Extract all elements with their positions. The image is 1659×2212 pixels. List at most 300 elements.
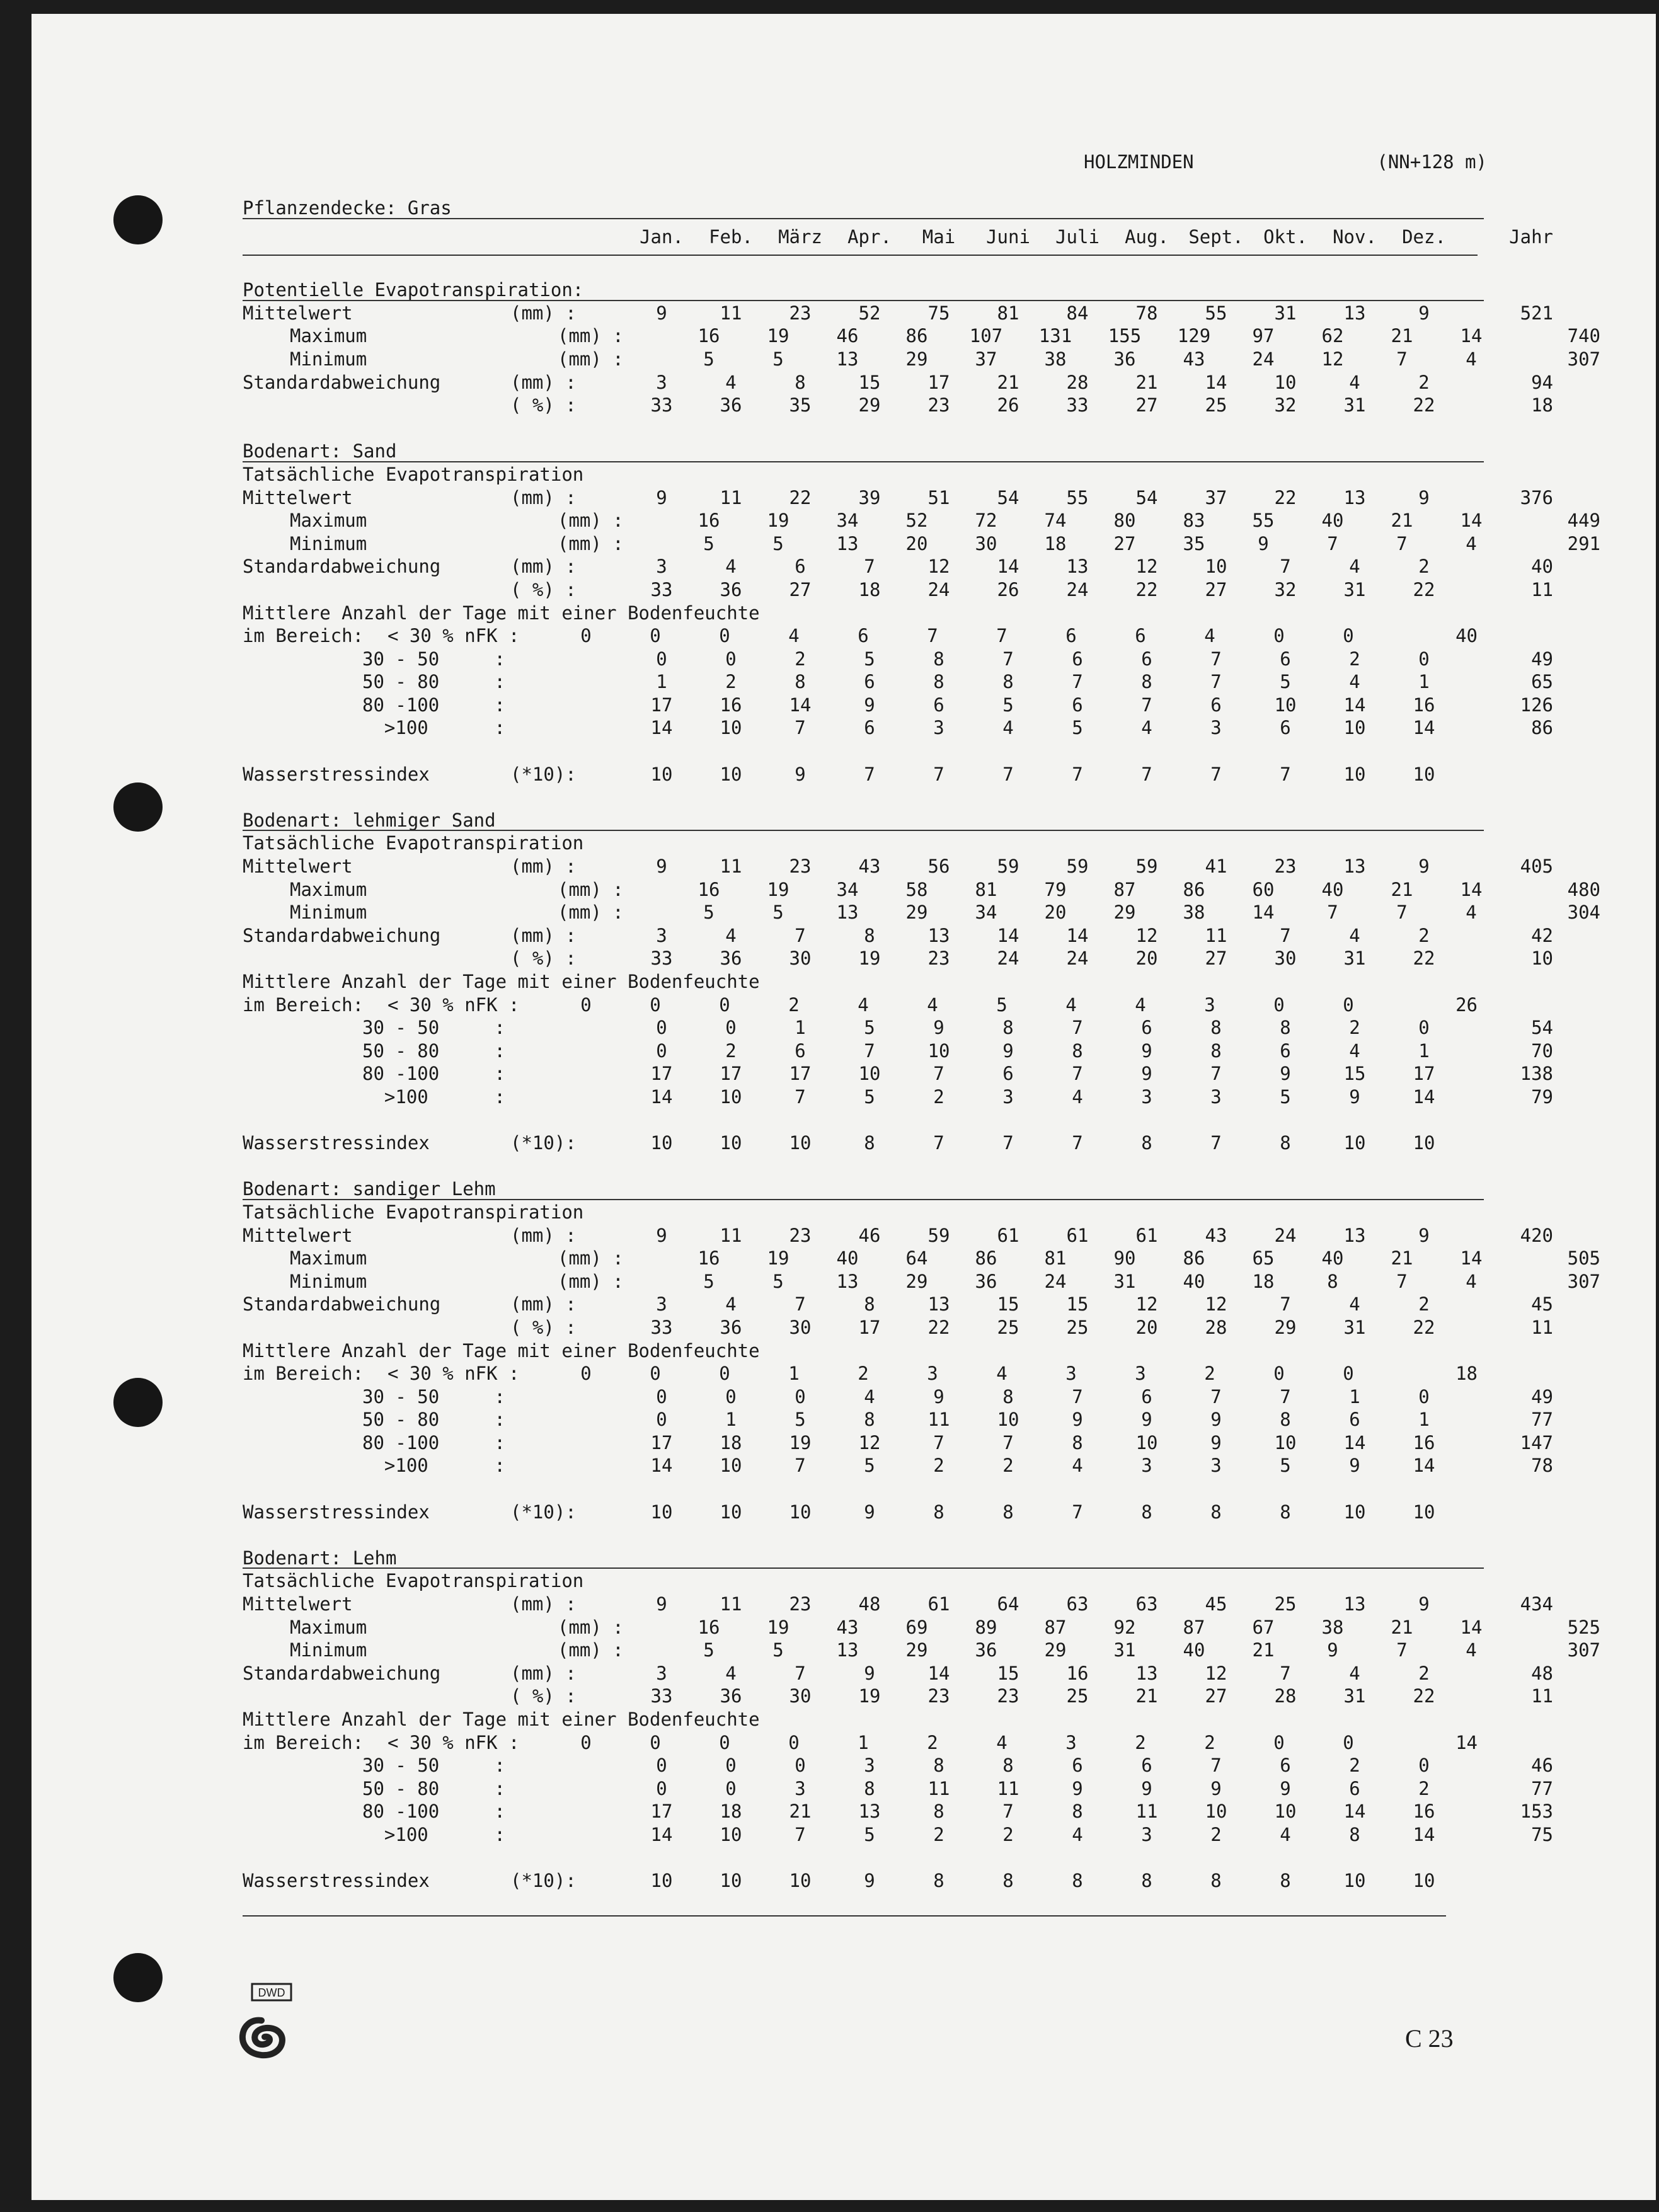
soil-title: Bodenart: Lehm bbox=[243, 1547, 397, 1569]
month-value: 27 bbox=[1205, 1685, 1227, 1707]
month-value: 64 bbox=[905, 1247, 928, 1269]
month-value: 7 bbox=[1396, 1639, 1408, 1661]
month-value: 7 bbox=[1280, 763, 1291, 785]
month-value: 14 bbox=[1413, 1455, 1435, 1477]
month-value: 9 bbox=[1141, 1409, 1152, 1431]
month-value: 4 bbox=[1349, 671, 1360, 693]
month-value: 86 bbox=[975, 1247, 997, 1269]
month-value: 0 bbox=[1273, 1731, 1285, 1753]
month-value: 43 bbox=[858, 856, 881, 878]
month-value: 5 bbox=[772, 902, 784, 924]
month-value: 7 bbox=[1210, 1385, 1222, 1407]
annual-value: 147 bbox=[1520, 1431, 1553, 1453]
month-value: 11 bbox=[720, 302, 742, 324]
month-value: 4 bbox=[1349, 924, 1360, 946]
month-value: 5 bbox=[1280, 1455, 1291, 1477]
month-value: 2 bbox=[788, 994, 800, 1016]
punch-hole bbox=[113, 782, 163, 832]
month-value: 8 bbox=[1280, 1870, 1291, 1892]
month-value: 6 bbox=[1072, 648, 1083, 670]
month-label: Juni bbox=[986, 226, 1030, 248]
month-value: 0 bbox=[580, 1731, 592, 1753]
month-value: 26 bbox=[997, 394, 1019, 416]
month-value: 12 bbox=[1205, 1662, 1227, 1684]
month-value: 5 bbox=[703, 1270, 715, 1292]
aet-row bbox=[243, 1639, 1600, 1662]
month-value: 0 bbox=[650, 625, 661, 647]
month-value: 2 bbox=[1204, 1363, 1215, 1385]
row-unit: (mm) : bbox=[510, 486, 577, 508]
month-value: 0 bbox=[719, 1363, 730, 1385]
month-value: 4 bbox=[725, 371, 737, 393]
month-value: 17 bbox=[650, 1063, 673, 1085]
row-label: Mittelwert bbox=[243, 302, 353, 324]
row-label: Maximum bbox=[290, 1247, 367, 1269]
row-unit: (mm) : bbox=[558, 348, 624, 370]
month-value: 19 bbox=[767, 1616, 789, 1638]
month-value: 13 bbox=[858, 1801, 881, 1823]
month-value: 7 bbox=[864, 556, 875, 578]
aet-row bbox=[243, 1224, 1553, 1247]
month-value: 14 bbox=[1343, 694, 1366, 716]
row-unit: (mm) : bbox=[510, 1662, 577, 1684]
month-value: 18 bbox=[858, 578, 881, 600]
annual-value: 304 bbox=[1567, 902, 1600, 924]
month-value: 25 bbox=[1066, 1685, 1089, 1707]
row-label: Maximum bbox=[290, 325, 367, 347]
row-label: Standardabweichung bbox=[243, 556, 441, 578]
month-value: 75 bbox=[927, 302, 950, 324]
annual-value: 75 bbox=[1531, 1823, 1553, 1845]
month-value: 6 bbox=[1280, 648, 1291, 670]
month-value: 2 bbox=[1135, 1731, 1146, 1753]
month-value: 14 bbox=[650, 1823, 673, 1845]
annual-value: 40 bbox=[1531, 556, 1553, 578]
month-label: Dez. bbox=[1402, 226, 1446, 248]
month-value: 10 bbox=[1274, 694, 1297, 716]
month-value: 14 bbox=[1413, 1086, 1435, 1108]
month-value: 6 bbox=[1141, 1017, 1152, 1039]
month-value: 17 bbox=[650, 1801, 673, 1823]
range-label: 80 -100 : bbox=[362, 1801, 505, 1823]
month-value: 2 bbox=[1349, 1017, 1360, 1039]
month-value: 2 bbox=[1418, 371, 1430, 393]
month-value: 0 bbox=[795, 1755, 806, 1777]
annual-value: 376 bbox=[1520, 486, 1553, 508]
range-label: 50 - 80 : bbox=[362, 671, 505, 693]
month-value: 40 bbox=[1321, 510, 1344, 532]
month-value: 6 bbox=[1349, 1777, 1360, 1799]
month-value: 38 bbox=[1321, 1616, 1344, 1638]
month-value: 2 bbox=[933, 1455, 944, 1477]
month-value: 40 bbox=[1321, 878, 1344, 900]
aet-row bbox=[243, 901, 1600, 924]
moisture-days-row bbox=[243, 1040, 1553, 1063]
spacer bbox=[243, 1477, 1478, 1501]
moisture-days-row bbox=[243, 1777, 1553, 1801]
month-label: Aug. bbox=[1125, 226, 1169, 248]
month-value: 63 bbox=[1066, 1593, 1089, 1615]
month-value: 3 bbox=[1210, 1455, 1222, 1477]
month-value: 1 bbox=[1418, 1040, 1430, 1062]
month-value: 11 bbox=[720, 856, 742, 878]
month-value: 35 bbox=[789, 394, 812, 416]
month-value: 72 bbox=[975, 510, 997, 532]
month-value: 22 bbox=[1413, 394, 1435, 416]
month-value: 7 bbox=[1396, 532, 1408, 554]
annual-value: 434 bbox=[1520, 1593, 1553, 1615]
month-value: 5 bbox=[864, 1086, 875, 1108]
month-value: 3 bbox=[656, 1662, 667, 1684]
month-value: 20 bbox=[1135, 1316, 1158, 1338]
month-value: 59 bbox=[1135, 856, 1158, 878]
month-value: 9 bbox=[1141, 1063, 1152, 1085]
annual-value: 86 bbox=[1531, 717, 1553, 739]
month-value: 19 bbox=[767, 325, 789, 347]
water-stress-index-row bbox=[243, 1501, 1478, 1524]
month-value: 14 bbox=[1205, 371, 1227, 393]
month-value: 6 bbox=[1349, 1409, 1360, 1431]
month-value: 46 bbox=[858, 1224, 881, 1246]
moisture-days-row bbox=[243, 1800, 1553, 1823]
month-value: 7 bbox=[795, 1293, 806, 1315]
annual-value: 54 bbox=[1531, 1017, 1553, 1039]
month-value: 7 bbox=[795, 1823, 806, 1845]
month-value: 7 bbox=[795, 924, 806, 946]
month-value: 3 bbox=[1135, 1363, 1146, 1385]
month-value: 38 bbox=[1044, 348, 1067, 370]
month-value: 5 bbox=[772, 1639, 784, 1661]
month-value: 7 bbox=[1002, 648, 1014, 670]
month-value: 9 bbox=[933, 1017, 944, 1039]
month-value: 22 bbox=[1413, 578, 1435, 600]
month-value: 43 bbox=[1205, 1224, 1227, 1246]
month-value: 3 bbox=[1204, 994, 1215, 1016]
month-value: 84 bbox=[1066, 302, 1089, 324]
month-value: 2 bbox=[933, 1086, 944, 1108]
range-label: < 30 % nFK : bbox=[387, 994, 520, 1016]
month-value: 4 bbox=[1349, 1040, 1360, 1062]
month-label: Okt. bbox=[1263, 226, 1307, 248]
month-value: 10 bbox=[1343, 1501, 1366, 1523]
month-value: 36 bbox=[720, 394, 742, 416]
row-unit: ( %) : bbox=[510, 1316, 577, 1338]
month-value: 31 bbox=[1113, 1639, 1136, 1661]
month-value: 34 bbox=[975, 902, 997, 924]
month-value: 22 bbox=[1413, 1316, 1435, 1338]
month-value: 3 bbox=[1141, 1455, 1152, 1477]
aet-row bbox=[243, 1662, 1553, 1685]
month-value: 3 bbox=[656, 556, 667, 578]
climate-table bbox=[243, 197, 1600, 1917]
annual-value: 94 bbox=[1531, 371, 1553, 393]
annual-value: 521 bbox=[1520, 302, 1553, 324]
row-label: Standardabweichung bbox=[243, 1662, 441, 1684]
month-value: 11 bbox=[720, 486, 742, 508]
month-value: 1 bbox=[858, 1731, 869, 1753]
month-value: 4 bbox=[996, 1731, 1007, 1753]
month-value: 36 bbox=[1113, 348, 1136, 370]
month-value: 6 bbox=[795, 1040, 806, 1062]
month-value: 2 bbox=[1210, 1823, 1222, 1845]
moisture-days-row bbox=[243, 1754, 1553, 1777]
month-value: 8 bbox=[1349, 1823, 1360, 1845]
row-label: Maximum bbox=[290, 1616, 367, 1638]
month-value: 28 bbox=[1066, 371, 1089, 393]
row-label: Standardabweichung bbox=[243, 924, 441, 946]
annual-value: 70 bbox=[1531, 1040, 1553, 1062]
month-value: 5 bbox=[1002, 694, 1014, 716]
month-value: 0 bbox=[1418, 648, 1430, 670]
month-value: 7 bbox=[1072, 671, 1083, 693]
month-value: 5 bbox=[1280, 1086, 1291, 1108]
row-container bbox=[243, 602, 1478, 625]
month-value: 9 bbox=[1002, 1040, 1014, 1062]
month-value: 81 bbox=[997, 302, 1019, 324]
aet-row bbox=[243, 555, 1553, 578]
month-value: 54 bbox=[1135, 486, 1158, 508]
month-value: 1 bbox=[1418, 1409, 1430, 1431]
month-value: 7 bbox=[1072, 1501, 1083, 1523]
row-unit: (mm) : bbox=[558, 1616, 624, 1638]
month-value: 12 bbox=[1135, 1293, 1158, 1315]
month-value: 6 bbox=[1280, 717, 1291, 739]
row-container bbox=[243, 832, 1478, 855]
month-value: 3 bbox=[933, 717, 944, 739]
month-label: Jan. bbox=[640, 226, 684, 248]
month-value: 5 bbox=[864, 1017, 875, 1039]
row-unit: (mm) : bbox=[558, 532, 624, 554]
month-value: 5 bbox=[703, 348, 715, 370]
month-value: 7 bbox=[795, 1662, 806, 1684]
month-value: 14 bbox=[997, 556, 1019, 578]
month-value: 14 bbox=[1413, 717, 1435, 739]
month-value: 6 bbox=[858, 625, 869, 647]
month-value: 4 bbox=[1349, 1293, 1360, 1315]
month-value: 27 bbox=[1205, 948, 1227, 970]
month-value: 8 bbox=[1210, 1017, 1222, 1039]
month-value: 4 bbox=[725, 556, 737, 578]
soil-title: Bodenart: lehmiger Sand bbox=[243, 809, 496, 831]
month-value: 8 bbox=[1280, 1132, 1291, 1154]
spacer bbox=[243, 1109, 1478, 1132]
month-value: 16 bbox=[1413, 1801, 1435, 1823]
month-value: 14 bbox=[650, 1086, 673, 1108]
punch-hole bbox=[113, 1953, 163, 2002]
month-value: 0 bbox=[650, 1731, 661, 1753]
month-value: 20 bbox=[905, 532, 928, 554]
month-value: 45 bbox=[1205, 1593, 1227, 1615]
month-value: 9 bbox=[864, 1870, 875, 1892]
row-unit: (mm) : bbox=[510, 371, 577, 393]
month-value: 8 bbox=[864, 924, 875, 946]
month-value: 4 bbox=[1072, 1823, 1083, 1845]
month-value: 61 bbox=[1066, 1224, 1089, 1246]
month-value: 14 bbox=[1460, 510, 1483, 532]
month-value: 7 bbox=[933, 1431, 944, 1453]
month-value: 25 bbox=[1066, 1316, 1089, 1338]
aet-row bbox=[243, 924, 1553, 948]
month-value: 31 bbox=[1343, 948, 1366, 970]
punch-hole bbox=[113, 1378, 163, 1427]
row-unit: (mm) : bbox=[510, 302, 577, 324]
month-value: 36 bbox=[975, 1639, 997, 1661]
month-value: 155 bbox=[1108, 325, 1142, 347]
row-container bbox=[243, 1339, 1478, 1363]
month-value: 13 bbox=[836, 1639, 859, 1661]
month-value: 10 bbox=[1205, 1801, 1227, 1823]
month-value: 6 bbox=[933, 694, 944, 716]
month-value: 92 bbox=[1113, 1616, 1136, 1638]
month-header bbox=[243, 220, 1553, 256]
month-value: 8 bbox=[864, 1409, 875, 1431]
month-value: 34 bbox=[836, 878, 859, 900]
moisture-days-title: Mittlere Anzahl der Tage mit einer Bodenfeuchte bbox=[243, 1339, 760, 1361]
row-label: Standardabweichung bbox=[243, 371, 441, 393]
month-value: 9 bbox=[1327, 1639, 1338, 1661]
month-value: 21 bbox=[1252, 1639, 1275, 1661]
month-value: 24 bbox=[1066, 578, 1089, 600]
moisture-days-row bbox=[243, 1385, 1553, 1409]
annual-value: 18 bbox=[1531, 394, 1553, 416]
month-value: 10 bbox=[1343, 1132, 1366, 1154]
month-value: 10 bbox=[927, 1040, 950, 1062]
month-value: 12 bbox=[927, 556, 950, 578]
month-value: 24 bbox=[997, 948, 1019, 970]
month-value: 23 bbox=[997, 1685, 1019, 1707]
month-value: 11 bbox=[720, 1224, 742, 1246]
month-value: 36 bbox=[975, 1270, 997, 1292]
month-value: 9 bbox=[1280, 1063, 1291, 1085]
row-container bbox=[243, 197, 1478, 220]
range-label: 50 - 80 : bbox=[362, 1040, 505, 1062]
month-value: 10 bbox=[720, 1455, 742, 1477]
row-label: Wasserstressindex bbox=[243, 1132, 430, 1154]
document-page bbox=[32, 14, 1656, 2200]
month-value: 10 bbox=[720, 1823, 742, 1845]
range-label: >100 : bbox=[362, 1823, 505, 1845]
month-value: 10 bbox=[720, 763, 742, 785]
month-value: 14 bbox=[1413, 1823, 1435, 1845]
month-value: 2 bbox=[1002, 1455, 1014, 1477]
month-value: 61 bbox=[997, 1224, 1019, 1246]
month-value: 30 bbox=[789, 1316, 812, 1338]
month-value: 7 bbox=[1002, 1132, 1014, 1154]
month-value: 81 bbox=[1044, 1247, 1067, 1269]
month-value: 11 bbox=[927, 1777, 950, 1799]
month-value: 87 bbox=[1113, 878, 1136, 900]
row-label: Mittelwert bbox=[243, 1593, 353, 1615]
month-value: 14 bbox=[1343, 1431, 1366, 1453]
month-value: 21 bbox=[1391, 510, 1413, 532]
month-value: 7 bbox=[1280, 1662, 1291, 1684]
month-value: 19 bbox=[858, 948, 881, 970]
month-value: 6 bbox=[1141, 648, 1152, 670]
month-value: 3 bbox=[1002, 1086, 1014, 1108]
moisture-days-row bbox=[243, 1431, 1553, 1455]
month-value: 9 bbox=[1418, 856, 1430, 878]
month-value: 31 bbox=[1343, 1316, 1366, 1338]
month-value: 22 bbox=[1413, 1685, 1435, 1707]
row-label: Minimum bbox=[290, 348, 367, 370]
month-value: 7 bbox=[933, 1132, 944, 1154]
aet-row bbox=[243, 1247, 1600, 1270]
month-value: 8 bbox=[864, 1777, 875, 1799]
month-value: 0 bbox=[580, 994, 592, 1016]
range-label: >100 : bbox=[362, 1455, 505, 1477]
month-value: 52 bbox=[905, 510, 928, 532]
page-number: C 23 bbox=[1405, 2024, 1454, 2053]
month-value: 18 bbox=[1252, 1270, 1275, 1292]
month-value: 9 bbox=[656, 1224, 667, 1246]
month-value: 17 bbox=[858, 1316, 881, 1338]
month-value: 4 bbox=[1466, 1270, 1477, 1292]
month-value: 8 bbox=[1280, 1501, 1291, 1523]
month-value: 10 bbox=[789, 1132, 812, 1154]
month-value: 6 bbox=[1072, 1755, 1083, 1777]
month-value: 12 bbox=[1321, 348, 1344, 370]
month-value: 55 bbox=[1252, 510, 1275, 532]
month-value: 4 bbox=[1466, 902, 1477, 924]
month-value: 16 bbox=[1413, 1431, 1435, 1453]
row-label: Minimum bbox=[290, 532, 367, 554]
month-value: 63 bbox=[1135, 1593, 1158, 1615]
annual-value: 77 bbox=[1531, 1777, 1553, 1799]
range-label: 30 - 50 : bbox=[362, 1755, 505, 1777]
month-value: 89 bbox=[975, 1616, 997, 1638]
aet-row bbox=[243, 878, 1600, 902]
month-value: 7 bbox=[1210, 671, 1222, 693]
month-value: 2 bbox=[1002, 1823, 1014, 1845]
month-value: 7 bbox=[1210, 1063, 1222, 1085]
month-value: 8 bbox=[1141, 1132, 1152, 1154]
annual-value: 405 bbox=[1520, 856, 1553, 878]
month-value: 21 bbox=[1391, 1247, 1413, 1269]
month-value: 23 bbox=[927, 948, 950, 970]
range-label: 30 - 50 : bbox=[362, 648, 505, 670]
month-value: 15 bbox=[858, 371, 881, 393]
month-value: 33 bbox=[650, 948, 673, 970]
month-value: 4 bbox=[1466, 348, 1477, 370]
month-value: 13 bbox=[1135, 1662, 1158, 1684]
month-value: 83 bbox=[1183, 510, 1205, 532]
month-value: 15 bbox=[997, 1662, 1019, 1684]
month-value: 8 bbox=[933, 671, 944, 693]
month-value: 10 bbox=[1413, 763, 1435, 785]
month-value: 8 bbox=[1141, 1501, 1152, 1523]
month-value: 8 bbox=[933, 1501, 944, 1523]
annual-value: 18 bbox=[1455, 1363, 1478, 1385]
month-value: 46 bbox=[836, 325, 859, 347]
range-label: 30 - 50 : bbox=[362, 1017, 505, 1039]
month-value: 4 bbox=[1135, 994, 1146, 1016]
month-value: 33 bbox=[1066, 394, 1089, 416]
month-value: 7 bbox=[795, 717, 806, 739]
month-value: 59 bbox=[1066, 856, 1089, 878]
month-value: 9 bbox=[1258, 532, 1269, 554]
month-value: 6 bbox=[1280, 1040, 1291, 1062]
row-container bbox=[243, 440, 1478, 463]
month-value: 2 bbox=[927, 1731, 938, 1753]
month-value: 0 bbox=[725, 1017, 737, 1039]
month-value: 7 bbox=[1072, 763, 1083, 785]
month-value: 16 bbox=[697, 325, 720, 347]
month-value: 61 bbox=[1135, 1224, 1158, 1246]
aet-row bbox=[243, 947, 1553, 970]
month-value: 3 bbox=[927, 1363, 938, 1385]
month-value: 6 bbox=[1141, 1385, 1152, 1407]
month-value: 7 bbox=[1280, 1385, 1291, 1407]
